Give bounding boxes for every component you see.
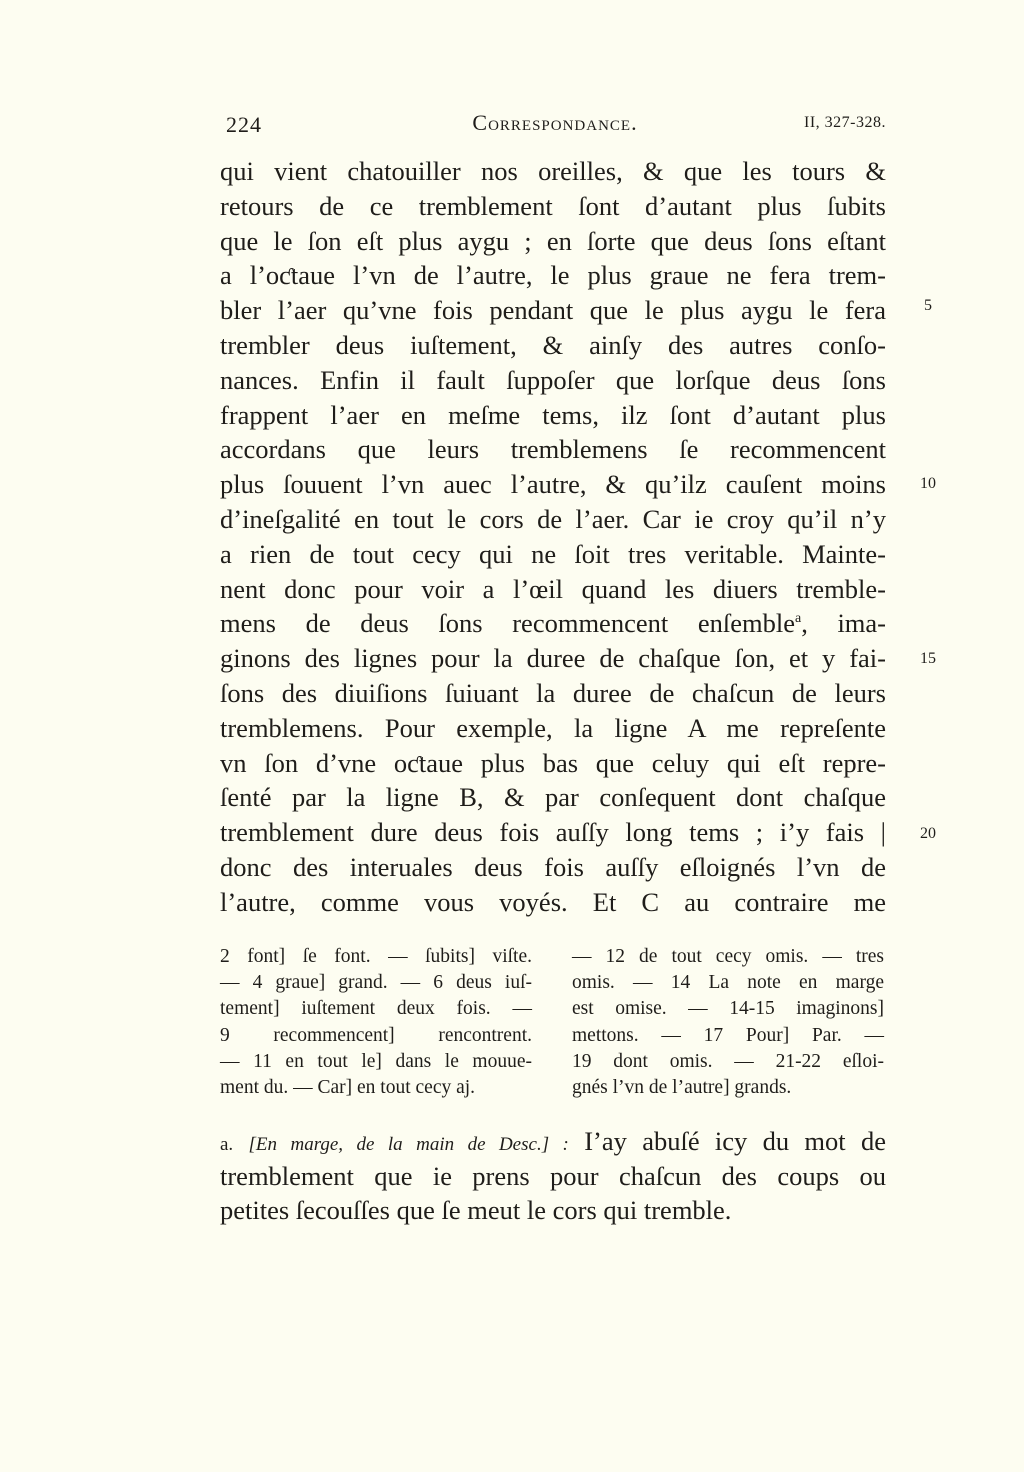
variant-line: 9 recommencent] rencontrent.	[220, 1024, 532, 1046]
page-title: Correspondance.	[472, 110, 638, 135]
variant-line: 2 font] ſe font. — ſubits] viſte.	[220, 946, 532, 967]
variant-line: ment du. — Car] en tout cecy aj.	[220, 1076, 476, 1098]
line-number-margin: 5	[924, 297, 932, 314]
text-line: tremblement dure deus fois auſſy long tems ; i’y fais |	[220, 817, 886, 848]
variant-line: gnés l’vn de l’autre] grands.	[572, 1076, 792, 1098]
footnote-reference-mark[interactable]: a	[794, 611, 802, 627]
variant-line: est omise. — 14-15 imaginons]	[572, 998, 884, 1020]
variant-line: tement] iuſtement deux fois. —	[220, 998, 532, 1020]
footnote-line: tremblement que ie prens pour chaſcun des coups ou	[220, 1160, 886, 1191]
text-fragment: mens de deus ſons recommencent enſemble	[220, 608, 795, 639]
page-number: 224	[226, 112, 262, 137]
text-line: l’autre, comme vous voyés. Et C au contraire me	[220, 886, 886, 917]
running-head	[222, 108, 888, 138]
text-line: a l’oƈtaue l’vn de l’autre, le plus graue ne fera trem-	[220, 260, 886, 291]
variants-right-column	[572, 944, 884, 1101]
variant-line: — 4 graue] grand. — 6 deus iuſ-	[220, 972, 532, 994]
text-line: nent donc pour voir a l’œil quand les diuers tremble-	[220, 573, 886, 604]
text-line: donc des interuales deus fois auſſy eſloignés l’vn de	[220, 851, 886, 882]
main-text	[220, 154, 886, 920]
footnote	[220, 1124, 886, 1228]
text-fragment: , ima-	[801, 608, 887, 639]
text-line: vn ſon d’vne oƈtaue plus bas que celuy qui eſt repre-	[220, 747, 886, 778]
variant-line: mettons. — 17 Pour] Par. —	[572, 1024, 884, 1046]
footnote-source-note: [En marge, de la main de Desc.] :	[248, 1134, 569, 1155]
variant-line: — 11 en tout le] dans le mouue-	[220, 1050, 532, 1072]
text-line: ginons des lignes pour la duree de chaſque ſon, et y fai-	[220, 643, 886, 674]
line-number-margin: 10	[920, 475, 936, 492]
text-line: nances. Enfin il fault ſuppoſer que lorſque deus ſons	[220, 364, 886, 395]
text-line: ſons des diuiſions ſuiuant la duree de chaſcun de leurs	[220, 677, 886, 708]
variant-readings	[220, 944, 886, 1104]
volume-reference: II, 327-328.	[804, 114, 886, 131]
text-line: bler l’aer qu’vne fois pendant que le plus aygu le fera	[220, 295, 886, 326]
variant-line: — 12 de tout cecy omis. — tres	[572, 946, 884, 967]
text-line: plus ſouuent l’vn auec l’autre, & qu’ilz cauſent moins	[220, 469, 886, 500]
text-line-with-note-mark	[220, 606, 886, 641]
text-line: retours de ce tremblement ſont d’autant plus ſubits	[220, 190, 886, 221]
text-line: frappent l’aer en meſme tems, ilz ſont d’autant plus	[220, 399, 886, 430]
text-line: qui vient chatouiller nos oreilles, & que les tours &	[220, 156, 886, 186]
text-line: que le ſon eſt plus aygu ; en ſorte que deus ſons eſtant	[220, 225, 886, 256]
text-line: d’ineſgalité en tout le cors de l’aer. Car ie croy qu’il n’y	[220, 503, 886, 534]
line-number-margin: 15	[920, 650, 936, 667]
text-line: tremblemens. Pour exemple, la ligne A me repreſente	[220, 712, 886, 743]
footnote-text: I’ay abuſé icy du mot de	[584, 1126, 886, 1156]
footnote-line	[220, 1124, 886, 1159]
variant-line: omis. — 14 La note en marge	[572, 972, 884, 994]
footnote-mark: a.	[220, 1134, 234, 1155]
line-number-margin: 20	[920, 825, 936, 842]
variants-left-column	[220, 944, 532, 1101]
variant-line: 19 dont omis. — 21-22 eſloi-	[572, 1050, 884, 1072]
text-line: ſenté par la ligne B, & par conſequent dont chaſque	[220, 782, 886, 813]
text-line: a rien de tout cecy qui ne ſoit tres veritable. Mainte-	[220, 538, 886, 569]
footnote-line: petites ſecouſſes que ſe meut le cors qui tremble.	[220, 1195, 732, 1225]
text-line: trembler deus iuſtement, & ainſy des autres conſo-	[220, 329, 886, 360]
text-line: accordans que leurs tremblemens ſe recommencent	[220, 434, 886, 465]
